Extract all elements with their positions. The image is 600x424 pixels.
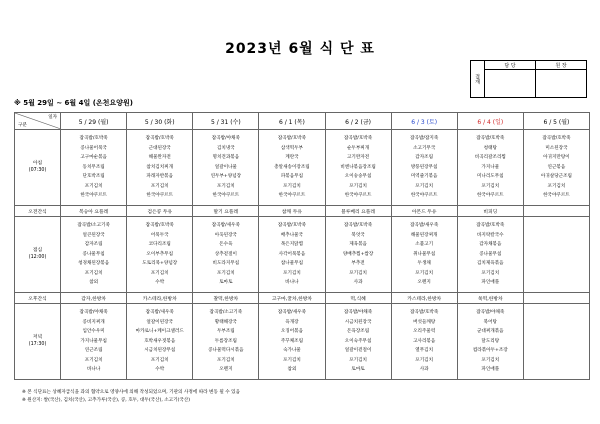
approval-header-director: 원 장 — [536, 61, 587, 70]
snack-cell: 카스테라,한방차 — [391, 293, 457, 304]
dish-item: 마카로니+케이크샐러드 — [135, 329, 184, 335]
meal-cell — [61, 304, 127, 380]
dish-item: 포기김치 — [481, 357, 500, 363]
meal-cell — [127, 130, 193, 206]
snack-cell — [523, 206, 589, 217]
meal-cell — [457, 130, 523, 206]
dish-item: 포기김치 — [216, 183, 235, 189]
dish-item: 아욱된장국 — [214, 232, 237, 238]
dish-item: 어묵두국 — [150, 232, 169, 238]
dish-item: 오렌지 — [219, 367, 233, 373]
dish-item: 잡곡밥/야채죽 — [79, 309, 108, 315]
dish-item: 입안수우미 — [82, 329, 105, 335]
snack-cell: 검은콩 두유 — [127, 206, 193, 217]
dish-item: 포기김치 — [547, 183, 566, 189]
dish-item: 아귀살당근조림 — [540, 174, 572, 180]
lunch-label: 점심 (12:00) — [15, 217, 61, 293]
dish-item: 북어탕 — [483, 319, 497, 325]
dish-item: 황태해장국 — [214, 319, 237, 325]
meal-cell — [259, 304, 325, 380]
dish-item: 가지나물 — [481, 164, 500, 170]
day-header: 6 / 2 (금) — [325, 113, 391, 130]
approval-side-label: 결재 — [471, 61, 485, 98]
snack-cell: 찰떡,한방차 — [193, 293, 259, 304]
dish-item: 가지나물무침 — [80, 338, 107, 344]
dish-item: 콩나물무침 — [82, 251, 105, 257]
day-header-saturday: 6 / 3 (토) — [391, 113, 457, 130]
dish-item: 돈수육 — [219, 242, 233, 248]
dish-item: 포기김치 — [283, 270, 301, 276]
snack-cell: 블루베리 요플레 — [325, 206, 391, 217]
snack-cell: 복숭아 요플레 — [61, 206, 127, 217]
dish-item: 잡곡밥/잡지죽 — [410, 135, 439, 141]
dish-item: 포기김치 — [349, 357, 367, 363]
dish-item: 포기김치 — [349, 270, 367, 276]
dish-item: 포기김치 — [349, 183, 367, 189]
footnote-origin: ※ 원산지: 쌀(국산), 김치(국산), 고추가루(국산), 콩, 호두, 대두(국산), 소고기(국산) — [22, 398, 191, 403]
meal-cell — [127, 304, 193, 380]
dish-item: 동치무조림 — [82, 164, 105, 170]
dish-item: 잡곡밥/호박죽 — [79, 135, 108, 141]
meal-cell — [325, 217, 391, 293]
dinner-label: 저녁 (17:30) — [15, 304, 61, 380]
dish-item: 토마토 — [351, 367, 365, 373]
dish-item: 육개장 — [285, 319, 299, 325]
dish-item: 고사리볶음 — [413, 338, 436, 344]
dish-item: 오이부추무침 — [146, 251, 174, 257]
dish-item: 포기김치 — [415, 270, 434, 276]
meal-cell — [391, 217, 457, 293]
dish-item: 포기김치 — [283, 183, 301, 189]
dish-item: 얼갈이겉절이 — [344, 348, 372, 354]
dish-item: 오이숙주무침 — [344, 338, 372, 344]
dish-item: 버섯들깨탕 — [413, 319, 436, 325]
dish-item: 배추나물국 — [280, 232, 304, 238]
dish-item: 오이숭숭무침 — [344, 174, 372, 180]
am-snack-row — [15, 206, 590, 217]
breakfast-row — [15, 130, 590, 206]
dish-item: 한국야쿠르트 — [410, 193, 438, 199]
dish-item: 명치견과볶음 — [212, 155, 240, 161]
dish-item: 시금치된장무침 — [144, 348, 176, 354]
corner-date-label: 일자 — [48, 115, 58, 120]
dish-item: 포기김치 — [283, 357, 301, 363]
page-title: 2023년 6월 식 단 표 — [225, 41, 375, 57]
dish-item: 시금치된장국 — [344, 319, 372, 325]
dish-item: 고기완자전 — [346, 155, 370, 161]
dish-item: 콩나물무침 — [479, 251, 502, 257]
dish-item: 비엔나볶음장조림 — [340, 164, 376, 170]
dish-item: 달도리탕 — [481, 338, 500, 344]
dish-item: 두생채 — [417, 261, 431, 267]
dish-item: 미소된장국 — [545, 145, 568, 151]
dish-item: 컵라볶아두+조장 — [472, 348, 508, 354]
dish-item: 잡곡밥/호박죽 — [277, 135, 307, 141]
dish-item: 오리주물럭 — [413, 329, 436, 335]
meal-cell — [457, 217, 523, 293]
dish-item: 잡곡밥/호박죽 — [343, 135, 373, 141]
dinner-row — [15, 304, 590, 380]
dish-item: 바나나 — [86, 367, 101, 373]
meal-cell — [391, 130, 457, 206]
snack-cell: 비피딩 — [457, 206, 523, 217]
snack-cell: 감자,한방차 — [61, 293, 127, 304]
snack-cell — [523, 293, 589, 304]
footnotes — [22, 389, 240, 405]
day-header: 6 / 1 (목) — [259, 113, 325, 130]
menu-period: ※ 5월 29일 ~ 6월 4일 (온천요양원) — [14, 99, 133, 107]
meal-cell — [457, 304, 523, 380]
day-header-sunday: 6 / 4 (일) — [457, 113, 523, 130]
dish-item: 순두부찌개 — [346, 145, 370, 151]
snack-cell: 고구마,꿀차,한방차 — [259, 293, 325, 304]
dish-item: 미역줄기볶음 — [410, 174, 438, 180]
dish-item: 코다리조림 — [148, 242, 171, 248]
dish-item: 포기김치 — [84, 183, 103, 189]
dish-item: 감자채볶음 — [479, 242, 502, 248]
dish-item: 숙가나물 — [283, 348, 301, 354]
meal-cell — [523, 217, 589, 293]
dish-item: 포기김치 — [84, 270, 103, 276]
approval-header-manager: 담 당 — [485, 61, 536, 70]
meal-cell — [127, 217, 193, 293]
dish-item: 잡곡밥/야채죽 — [211, 135, 240, 141]
am-snack-label: 오전간식 — [15, 206, 61, 217]
dish-item: 비곡리갈조리찜 — [474, 155, 506, 161]
dish-item: 상추겉절이 — [214, 251, 237, 257]
dish-item: 포기김치 — [481, 270, 500, 276]
dish-item: 콩나물어묵국 — [80, 145, 107, 151]
meal-cell — [193, 130, 259, 206]
dish-item: 포기김치 — [415, 357, 434, 363]
dish-item: 아귀지만탕이 — [543, 155, 570, 161]
dish-item: 호박새우젓볶음 — [144, 338, 176, 344]
dish-item: 포기김치 — [150, 357, 169, 363]
dish-item: 감자조림 — [84, 242, 103, 248]
dish-item: 잡곡밥/호박죽 — [476, 135, 505, 141]
dish-item: 포기김치 — [415, 183, 434, 189]
meal-cell — [325, 304, 391, 380]
dish-item: 돈육장조림 — [346, 329, 370, 335]
corner-category-label: 구분 — [18, 123, 27, 128]
dish-item: 오징어볶음 — [280, 329, 304, 335]
dish-item: 포기김치 — [150, 183, 169, 189]
meal-cell — [61, 217, 127, 293]
dish-item: 얼갈이된장국 — [146, 319, 174, 325]
dish-item: 한국야쿠르트 — [146, 193, 174, 199]
dish-item: 잡곡밥/소고기죽 — [77, 222, 110, 228]
dish-item: 얼갈이나물 — [214, 164, 237, 170]
dish-item: 잡곡밥/호박죽 — [145, 222, 174, 228]
dish-item: 오렌지 — [417, 280, 431, 286]
dish-item: 군대찌개볶음 — [476, 329, 504, 335]
dish-item: 잡곡밥/야채죽 — [343, 309, 373, 315]
dish-item: 고구마순볶음 — [80, 155, 107, 161]
dish-item: 소고기무국 — [413, 145, 436, 151]
dish-item: 잡곡밥/호박죽 — [277, 222, 307, 228]
dish-item: 토마토 — [219, 280, 233, 286]
dish-item: 총알새송이장조림 — [274, 164, 310, 170]
meal-cell — [259, 130, 325, 206]
dish-item: 참외 — [89, 280, 99, 286]
meal-cell — [325, 130, 391, 206]
dish-item: 콩나물떡다시볶음 — [208, 348, 244, 354]
meal-cell — [391, 304, 457, 380]
snack-cell: 딸기 요플레 — [193, 206, 259, 217]
dish-item: 감자조림 — [415, 155, 434, 161]
dish-item: 잡곡밥/야채죽 — [476, 309, 505, 315]
dish-item: 잡곡밥/새우죽 — [277, 309, 307, 315]
breakfast-label: 아침 (07:30) — [15, 130, 61, 206]
dish-item: 한국야쿠르트 — [344, 193, 372, 199]
dish-item: 잡곡밥/호박죽 — [343, 222, 373, 228]
dish-item: 한국야쿠르트 — [278, 193, 306, 199]
dish-item: 잡곡밥/호박죽 — [542, 135, 571, 141]
dish-item: 잡곡밥/새우죽 — [211, 222, 240, 228]
dish-item: 연두부+양념장 — [210, 174, 242, 180]
snack-cell: 아몬드 두유 — [391, 206, 457, 217]
dish-item: 잡곡밥/새우죽 — [410, 222, 439, 228]
dish-item: 사과 — [353, 280, 363, 286]
dish-item: 연근조림 — [84, 348, 103, 354]
dish-item: 콩비지찌개 — [82, 319, 105, 325]
footnote-policy: ※ 본 식단표는 상혜자급식을 과의 협약으로 영양사에 의해 작성되었으며, 기관의 사정에 따라 변동 될 수 있음 — [22, 390, 241, 395]
dish-item: 수박 — [155, 367, 165, 373]
dish-item: 주꾸체조림 — [280, 338, 304, 344]
snack-cell: 카스테라,한방차 — [127, 293, 193, 304]
snack-cell: 참깨 두유 — [259, 206, 325, 217]
dish-item: 두릅장조림 — [214, 338, 237, 344]
dish-item: 잡곡밥/호박죽 — [145, 135, 174, 141]
corner-header — [15, 113, 61, 130]
dish-item: 비도라지무침 — [212, 261, 240, 267]
dish-item: 취나물무침 — [413, 251, 436, 257]
dish-item: 잡곡밥/호박죽 — [410, 309, 439, 315]
dish-item: 파인애플 — [481, 280, 500, 286]
approval-sign-manager — [485, 70, 536, 98]
menu-table — [14, 112, 590, 380]
snack-cell: 쑥떡,한방차 — [457, 293, 523, 304]
meal-cell — [193, 217, 259, 293]
dish-item: 계란국 — [285, 155, 299, 161]
dish-item: 사과 — [419, 367, 429, 373]
snack-cell: 떡,식혜 — [325, 293, 391, 304]
dish-item: 한국야쿠르트 — [543, 193, 570, 199]
dish-item: 삼색떡두부 — [280, 145, 304, 151]
pm-snack-row — [15, 293, 590, 304]
dish-item: 포기김치 — [216, 357, 235, 363]
day-header: 5 / 30 (화) — [127, 113, 193, 130]
dish-item: 잡곡밥/새우죽 — [145, 309, 174, 315]
meal-cell — [193, 304, 259, 380]
dish-item: 근대된장국 — [148, 145, 171, 151]
dish-item: 포기김치 — [216, 270, 235, 276]
dish-item: 해물완자전 — [148, 155, 171, 161]
dish-item: 참치김치찌개 — [146, 164, 174, 170]
dish-item: 양배추찜+쌈장 — [342, 251, 374, 257]
dish-item: 미나리도무침 — [476, 174, 504, 180]
dish-item: 연근볶음 — [547, 164, 566, 170]
dish-item: 참나물무침 — [280, 261, 304, 267]
dish-item: 한국야쿠르트 — [80, 193, 107, 199]
dish-item: 방풍된장무침 — [410, 164, 438, 170]
approval-sign-director — [536, 70, 587, 98]
dish-item: 포기김치 — [84, 357, 103, 363]
dish-item: 잡곡밥/호박죽 — [476, 222, 505, 228]
dish-item: 북엇국 — [351, 232, 365, 238]
dish-item: 해물된장찌개 — [410, 232, 438, 238]
dish-item: 바나나 — [285, 280, 299, 286]
dish-item: 김치제육볶음 — [476, 261, 504, 267]
dish-item: 파래자반볶음 — [146, 174, 174, 180]
dish-item: 열무김치 — [415, 348, 434, 354]
dish-item: 한국야쿠르트 — [476, 193, 504, 199]
dish-item: 도토리묵+양념장 — [142, 261, 178, 267]
meal-cell — [61, 130, 127, 206]
day-header: 6 / 5 (월) — [523, 113, 589, 130]
dish-item: 단호박조림 — [82, 174, 105, 180]
dish-item: 목은지닭찜 — [280, 242, 304, 248]
dish-item: 청경채된장볶음 — [78, 261, 110, 267]
meal-cell — [523, 304, 589, 380]
dish-item: 파볶음무침 — [280, 174, 304, 180]
dish-item: 한국야쿠르트 — [212, 193, 240, 199]
day-header: 5 / 29 (월) — [61, 113, 127, 130]
pm-snack-label: 오후간식 — [15, 293, 61, 304]
dish-item: 청태탕 — [483, 145, 497, 151]
dish-item: 제육볶음 — [349, 242, 367, 248]
dish-item: 파인애플 — [481, 367, 500, 373]
dish-item: 두부조림 — [216, 329, 235, 335]
dish-item: 김치냉국 — [216, 145, 235, 151]
dish-item: 얼큰된장국 — [82, 232, 105, 238]
dish-item: 사각어묵볶음 — [278, 251, 306, 257]
dish-item: 소불고기 — [415, 242, 434, 248]
meal-cell — [523, 130, 589, 206]
day-header: 5 / 31 (수) — [193, 113, 259, 130]
dish-item: 수박 — [155, 280, 165, 286]
dish-item: 참외 — [287, 367, 297, 373]
dish-item: 바지락칼국수 — [476, 232, 504, 238]
meal-cell — [259, 217, 325, 293]
lunch-row — [15, 217, 590, 293]
dish-item: 포기김치 — [150, 270, 169, 276]
approval-box — [470, 60, 587, 98]
dish-item: 포기김치 — [481, 183, 500, 189]
dish-item: 잡곡밥/소고기죽 — [209, 309, 243, 315]
dish-item: 부추전 — [351, 261, 365, 267]
